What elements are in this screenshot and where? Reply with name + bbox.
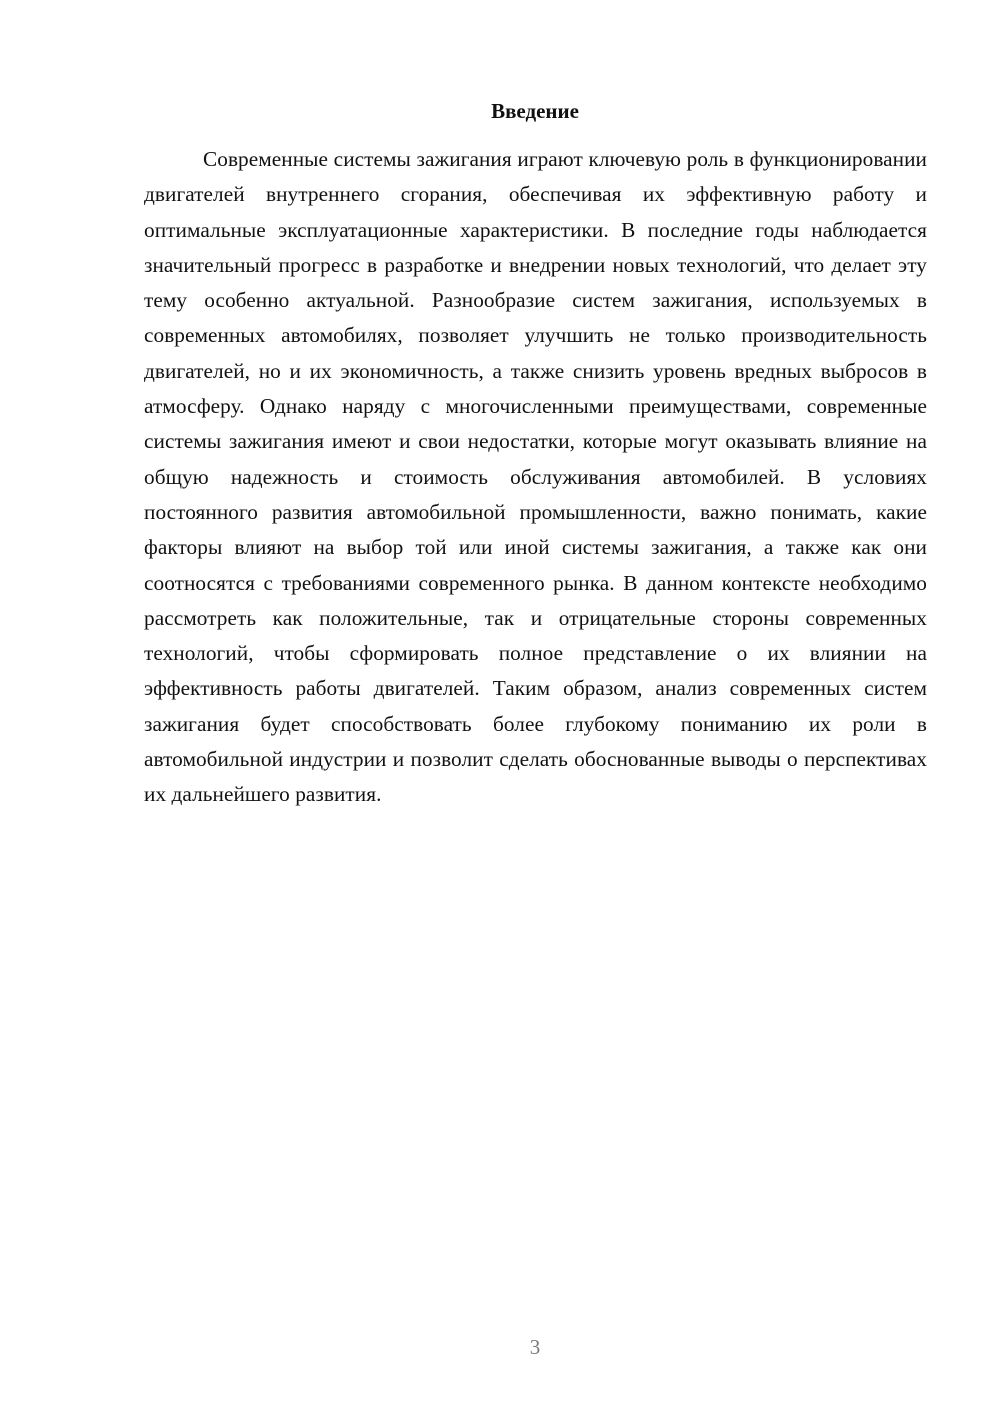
page-number: 3 bbox=[529, 1335, 541, 1359]
body-paragraph: Современные системы зажигания играют ключевую роль в функционировании двигателей внутреннего сгорания, обеспечивая их эффективную работу и оптимальные эксплуатационные характеристики. В последние годы наблюдается значительный прогресс в разработке и внедрении новых технологий, что делает эту тему особенно актуальной. Разнообразие систем зажигания, используемых в современных автомобилях, позволяет улучшить не только производительность двигателей, но и их экономичность, а также снизить уровень вредных выбросов в атмосферу. Однако наряду с многочисленными преимуществами, современные системы зажигания имеют и свои недостатки, которые могут оказывать влияние на общую надежность и стоимость обслуживания автомобилей. В условиях постоянного развития автомобильной промышленности, важно понимать, какие факторы влияют на выбор той или иной системы зажигания, а также как они соотносятся с требованиями современного рынка. В данном контексте необходимо рассмотреть как положительные, так и отрицательные стороны современных технологий, чтобы сформировать полное представление о их влиянии на эффективность работы двигателей. Таким образом, анализ современных систем зажигания будет способствовать более глубокому пониманию их роли в автомобильной индустрии и позволит сделать обоснованные выводы о перспективах их дальнейшего развития. bbox=[144, 147, 927, 807]
section-heading: Введение bbox=[491, 99, 579, 123]
